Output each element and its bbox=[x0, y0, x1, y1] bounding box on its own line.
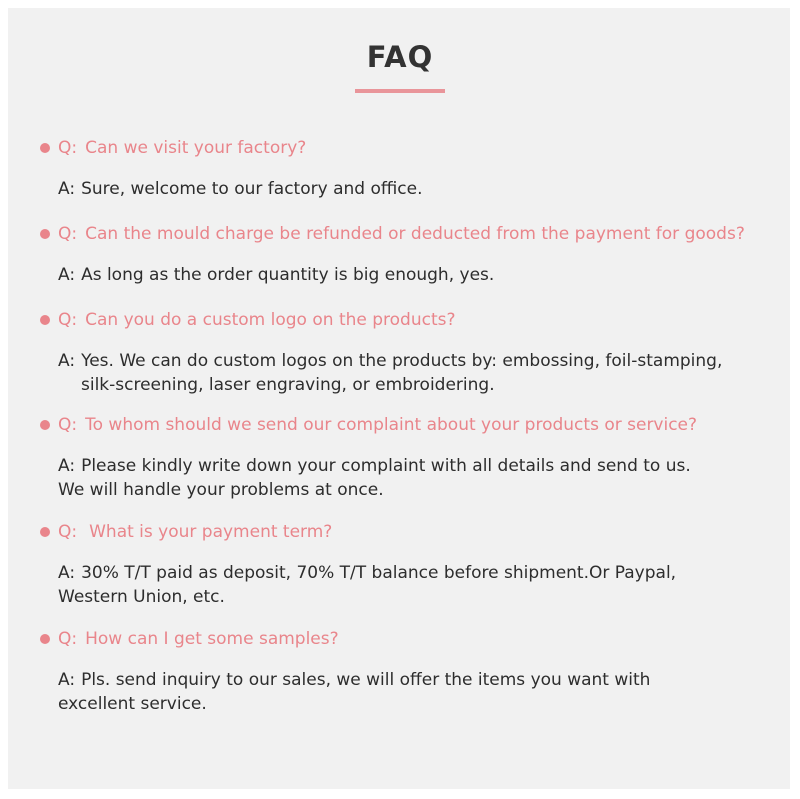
bullet-dot-icon bbox=[40, 527, 50, 537]
answer-text-line2: Western Union, etc. bbox=[58, 587, 225, 607]
title-underline bbox=[355, 89, 445, 93]
faq-answer-6 bbox=[58, 668, 650, 716]
question-prefix: Q: bbox=[58, 224, 78, 244]
answer-prefix: A: bbox=[58, 670, 76, 690]
question-text: Can you do a custom logo on the products? bbox=[85, 310, 456, 330]
faq-question-1 bbox=[40, 136, 306, 160]
answer-text: 30% T/T paid as deposit, 70% T/T balance before shipment.Or Paypal, bbox=[81, 563, 677, 583]
bullet-dot-icon bbox=[40, 420, 50, 430]
question-prefix: Q: bbox=[58, 310, 78, 330]
question-prefix: Q: bbox=[58, 415, 78, 435]
question-prefix: Q: bbox=[58, 138, 78, 158]
answer-text: Yes. We can do custom logos on the products by: embossing, foil-stamping, bbox=[81, 351, 723, 371]
bullet-dot-icon bbox=[40, 229, 50, 239]
faq-question-2 bbox=[40, 222, 745, 246]
faq-answer-2 bbox=[58, 263, 494, 287]
answer-prefix: A: bbox=[58, 456, 76, 476]
faq-answer-1 bbox=[58, 177, 423, 201]
bullet-dot-icon bbox=[40, 634, 50, 644]
answer-text: As long as the order quantity is big enough, yes. bbox=[81, 265, 495, 285]
answer-prefix: A: bbox=[58, 563, 76, 583]
answer-text: Sure, welcome to our factory and office. bbox=[81, 179, 423, 199]
faq-answer-5 bbox=[58, 561, 676, 609]
answer-text-line2: silk-screening, laser engraving, or embroidering. bbox=[81, 375, 495, 395]
faq-question-3 bbox=[40, 308, 456, 332]
faq-question-5 bbox=[40, 520, 332, 544]
answer-prefix: A: bbox=[58, 265, 76, 285]
answer-prefix: A: bbox=[58, 351, 76, 371]
question-text: Can the mould charge be refunded or deducted from the payment for goods? bbox=[85, 224, 745, 244]
question-prefix: Q: bbox=[58, 522, 78, 542]
answer-text-line2: We will handle your problems at once. bbox=[58, 480, 384, 500]
bullet-dot-icon bbox=[40, 143, 50, 153]
question-text: To whom should we send our complaint about your products or service? bbox=[85, 415, 698, 435]
question-prefix: Q: bbox=[58, 629, 78, 649]
answer-text-line2: excellent service. bbox=[58, 694, 207, 714]
page-title: FAQ bbox=[366, 40, 434, 74]
answer-prefix: A: bbox=[58, 179, 76, 199]
bullet-dot-icon bbox=[40, 315, 50, 325]
faq-answer-3 bbox=[58, 349, 722, 397]
answer-text: Please kindly write down your complaint with all details and send to us. bbox=[81, 456, 691, 476]
faq-answer-4 bbox=[58, 454, 691, 502]
faq-question-6 bbox=[40, 627, 339, 651]
question-text: Can we visit your factory? bbox=[85, 138, 307, 158]
faq-question-4 bbox=[40, 413, 697, 437]
question-text: What is your payment term? bbox=[89, 522, 333, 542]
question-text: How can I get some samples? bbox=[85, 629, 339, 649]
answer-text: Pls. send inquiry to our sales, we will offer the items you want with bbox=[81, 670, 651, 690]
